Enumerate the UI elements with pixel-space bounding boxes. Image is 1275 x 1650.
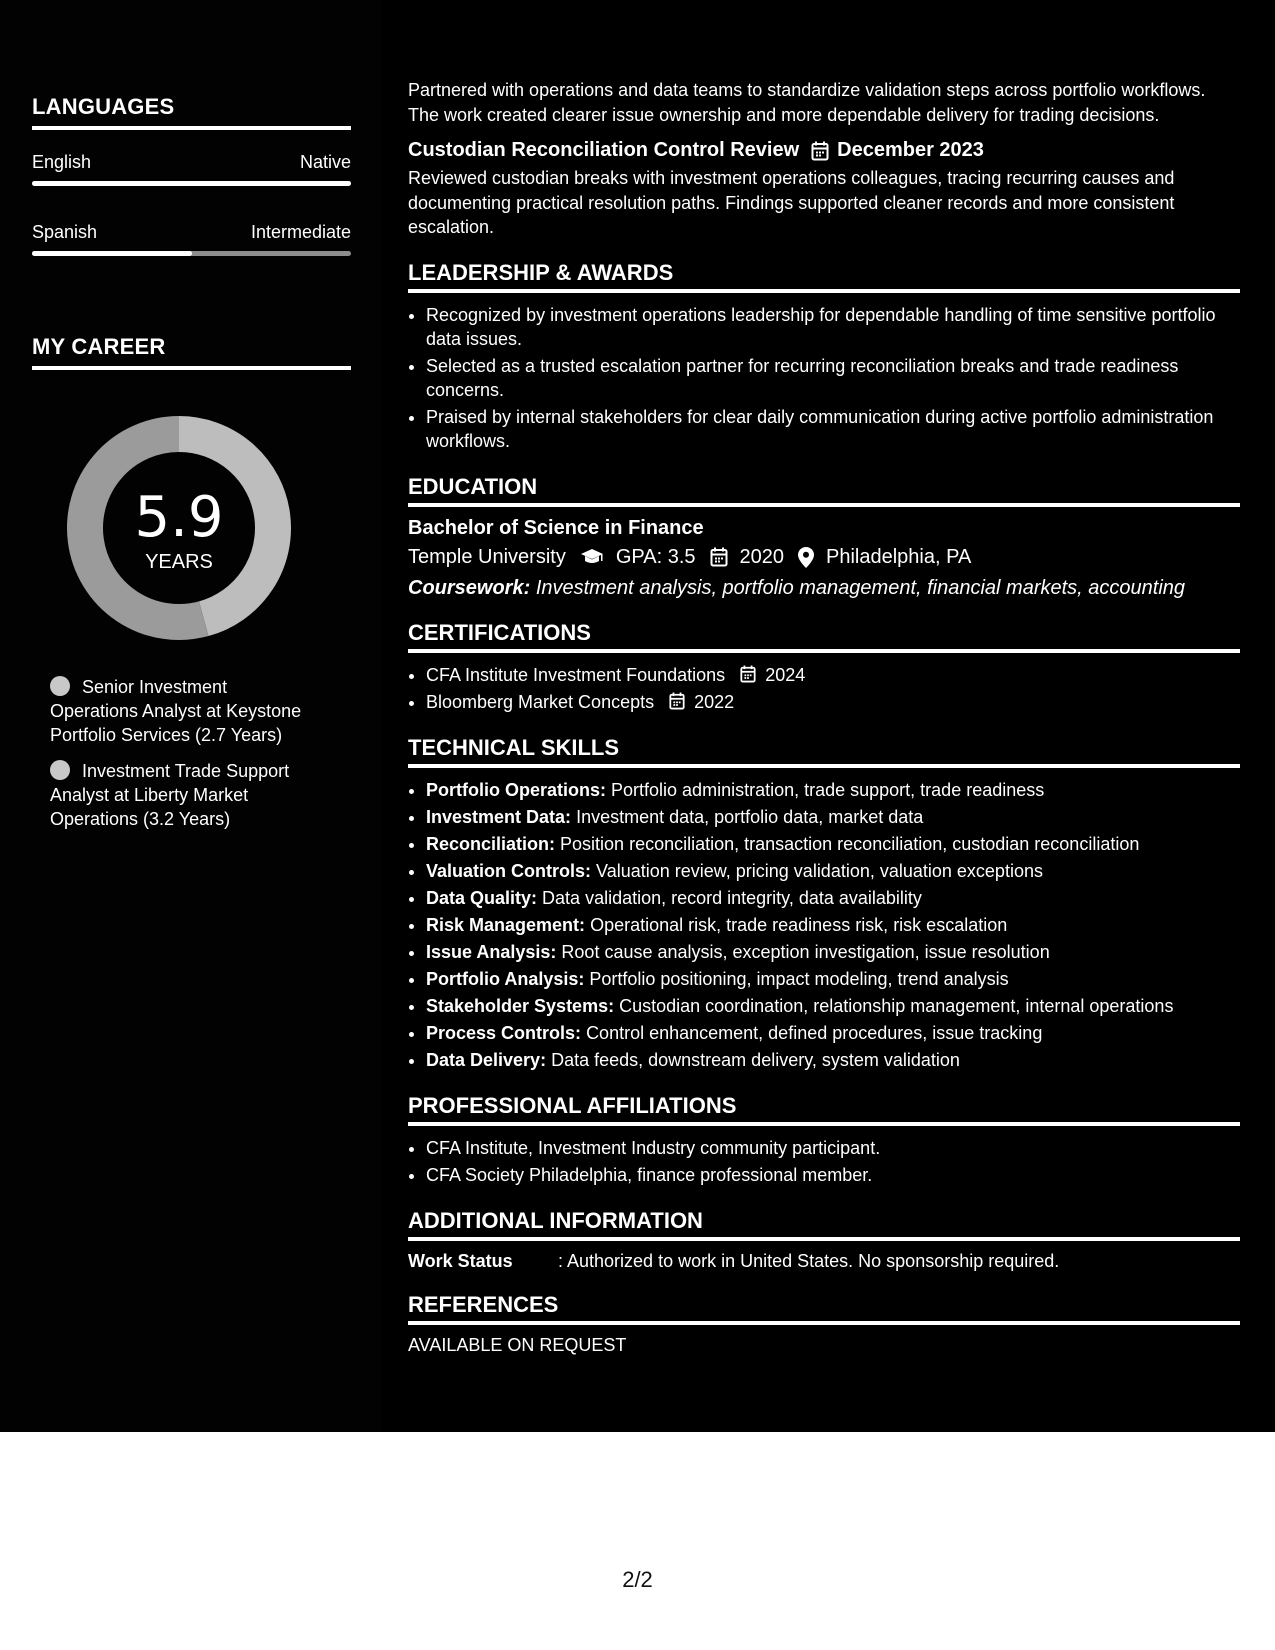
career-item (50, 759, 320, 831)
page-number: 2/2 (622, 1567, 653, 1592)
education-meta (408, 546, 1240, 569)
skill-label: Process Controls: (426, 1022, 582, 1043)
skill-label: Valuation Controls: (426, 860, 592, 881)
language-proficiency-bar (32, 181, 351, 186)
legend-dot-icon (50, 676, 70, 696)
list-item: • CFA Society Philadelphia, finance professional member. (426, 1163, 1240, 1188)
skill-value: Data feeds, downstream delivery, system validation (551, 1049, 960, 1070)
skill-item (426, 1021, 1240, 1046)
skill-value: Investment data, portfolio data, market data (576, 806, 924, 827)
career-item-label: Investment Trade Support Analyst at Liberty Market Operations (3.2 Years) (50, 761, 290, 829)
list-item: • CFA Institute, Investment Industry community participant. (426, 1136, 1240, 1161)
graduation-cap-icon (580, 548, 604, 566)
affiliations-title: PROFESSIONAL AFFILIATIONS (408, 1093, 1240, 1126)
list-item (426, 690, 1240, 715)
skill-value: Operational risk, trade readiness risk, risk escalation (590, 914, 1008, 935)
skill-label: Portfolio Operations: (426, 779, 606, 800)
career-item (50, 675, 320, 747)
certification-year: 2024 (765, 664, 806, 685)
language-row (32, 152, 351, 173)
intro-paragraph: Partnered with operations and data teams to standardize validation steps across portfolio workflows. The work created clearer issue ownership and more dependable delivery for trading decisions. (408, 80, 1206, 125)
certifications-list (408, 663, 1240, 715)
calendar-icon (710, 547, 728, 567)
skills-list (408, 778, 1240, 1073)
list-item: • Praised by internal stakeholders for clear daily communication during active portfolio administration workflows. (426, 405, 1240, 454)
skill-item (426, 940, 1240, 965)
references-text: AVAILABLE ON REQUEST (408, 1334, 627, 1355)
main-content (408, 78, 1240, 1356)
language-proficiency-bar (32, 251, 351, 256)
skill-value: Valuation review, pricing validation, valuation exceptions (596, 860, 1043, 881)
project-title: Custodian Reconciliation Control Review (408, 139, 800, 161)
coursework-value: Investment analysis, portfolio management, financial markets, accounting (535, 576, 1186, 599)
education-title: EDUCATION (408, 474, 1240, 507)
skill-label: Portfolio Analysis: (426, 968, 585, 989)
additional-info-title: ADDITIONAL INFORMATION (408, 1208, 1240, 1241)
education-location: Philadelphia, PA (826, 545, 972, 568)
language-proficiency-fill (32, 181, 351, 186)
coursework-label: Coursework: (408, 576, 531, 599)
skill-value: Portfolio administration, trade support, trade readiness (611, 779, 1045, 800)
project-description: Reviewed custodian breaks with investment operations colleagues, tracing recurring causes and documenting practical resolution paths. Findings supported cleaner records and more consistent escalation. (408, 168, 1175, 237)
certification-name: CFA Institute Investment Foundations (426, 664, 726, 685)
work-status-label: Work Status (408, 1250, 513, 1271)
skill-item (426, 832, 1240, 857)
education-year: 2020 (739, 545, 784, 568)
skill-value: Data validation, record integrity, data availability (542, 887, 922, 908)
language-level: Native (299, 152, 351, 172)
skill-label: Risk Management: (426, 914, 586, 935)
skill-item (426, 778, 1240, 803)
language-row (32, 222, 351, 243)
career-title: MY CAREER (32, 334, 351, 370)
career-total-years: 5.9 (134, 485, 224, 550)
project-date: December 2023 (837, 139, 984, 161)
skill-label: Issue Analysis: (426, 941, 557, 962)
career-years-unit: YEARS (145, 551, 213, 573)
skill-item (426, 994, 1240, 1019)
calendar-icon (740, 665, 756, 683)
skill-item (426, 913, 1240, 938)
list-item: • Selected as a trusted escalation partner for recurring reconciliation breaks and trade readiness concerns. (426, 354, 1240, 403)
skill-item (426, 805, 1240, 830)
language-name: Spanish (32, 222, 98, 242)
career-donut-chart (66, 415, 292, 641)
skill-item (426, 1048, 1240, 1073)
sidebar (0, 0, 382, 1432)
calendar-icon (811, 141, 829, 161)
work-status-value: : Authorized to work in United States. No sponsorship required. (558, 1250, 1060, 1271)
skill-label: Reconciliation: (426, 833, 556, 854)
skill-item (426, 967, 1240, 992)
location-pin-icon (798, 547, 814, 568)
skill-label: Investment Data: (426, 806, 572, 827)
affiliations-list (408, 1136, 1240, 1188)
references-title: REFERENCES (408, 1292, 1240, 1325)
language-proficiency-fill (32, 251, 192, 256)
certifications-title: CERTIFICATIONS (408, 620, 1240, 653)
languages-title: LANGUAGES (32, 94, 351, 130)
career-section (32, 334, 351, 370)
career-list (50, 675, 320, 843)
certification-year: 2022 (694, 691, 735, 712)
skills-title: TECHNICAL SKILLS (408, 735, 1240, 768)
skill-label: Stakeholder Systems: (426, 995, 615, 1016)
leadership-list (408, 303, 1240, 454)
language-name: English (32, 152, 92, 172)
languages-list (32, 152, 351, 256)
calendar-icon (669, 692, 685, 710)
skill-value: Control enhancement, defined procedures, issue tracking (586, 1022, 1043, 1043)
education-school: Temple University (408, 545, 566, 568)
education-coursework (408, 577, 1240, 600)
skill-value: Root cause analysis, exception investigation, issue resolution (561, 941, 1050, 962)
skill-value: Portfolio positioning, impact modeling, trend analysis (589, 968, 1009, 989)
skill-item (426, 859, 1240, 884)
skill-label: Data Quality: (426, 887, 538, 908)
education-degree: Bachelor of Science in Finance (408, 516, 704, 539)
career-item-label: Senior Investment Operations Analyst at Keystone Portfolio Services (2.7 Years) (50, 677, 302, 745)
skill-value: Custodian coordination, relationship management, internal operations (619, 995, 1174, 1016)
work-status-row (408, 1251, 1240, 1272)
skill-label: Data Delivery: (426, 1049, 547, 1070)
project-header (408, 139, 1240, 162)
list-item: • Recognized by investment operations leadership for dependable handling of time sensitive portfolio data issues. (426, 303, 1240, 352)
certification-name: Bloomberg Market Concepts (426, 691, 655, 712)
skill-item (426, 886, 1240, 911)
legend-dot-icon (50, 760, 70, 780)
list-item (426, 663, 1240, 688)
language-level: Intermediate (250, 222, 351, 242)
skill-value: Position reconciliation, transaction reconciliation, custodian reconciliation (560, 833, 1140, 854)
leadership-title: LEADERSHIP & AWARDS (408, 260, 1240, 293)
education-gpa: GPA: 3.5 (615, 545, 696, 568)
languages-section (32, 94, 351, 256)
